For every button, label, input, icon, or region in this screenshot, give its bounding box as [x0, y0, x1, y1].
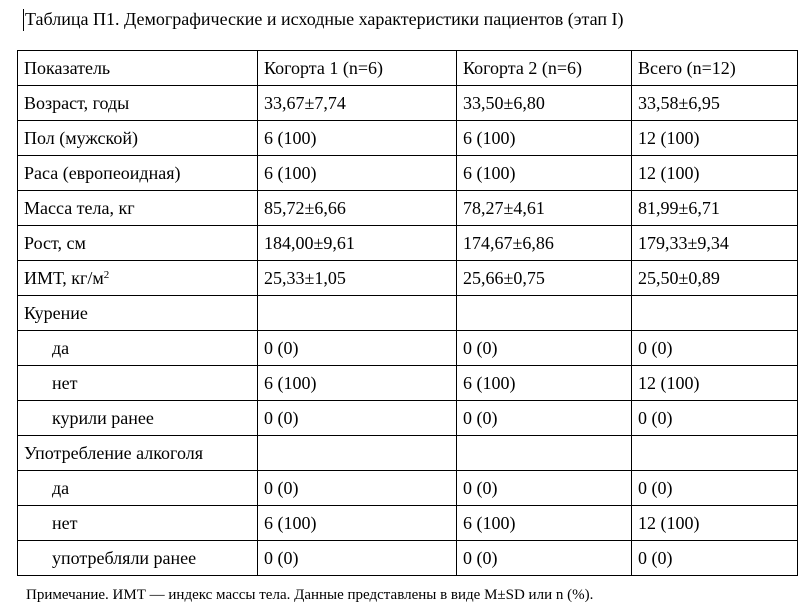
cell-cohort-2: 0 (0) [457, 401, 632, 436]
cell-total: 33,58±6,95 [632, 86, 798, 121]
table-section-row [18, 296, 798, 331]
table-header-row [18, 51, 798, 86]
cell-cohort-2: 0 (0) [457, 471, 632, 506]
cell-total: 12 (100) [632, 366, 798, 401]
cell-cohort-1: 6 (100) [258, 121, 457, 156]
cell-total: 0 (0) [632, 471, 798, 506]
cell-cohort-1: 33,67±7,74 [258, 86, 457, 121]
cell-cohort-1: 0 (0) [258, 541, 457, 576]
cell-cohort-1 [258, 436, 457, 471]
cell-cohort-1: 6 (100) [258, 156, 457, 191]
demographics-table [17, 50, 798, 576]
cell-cohort-1: 0 (0) [258, 471, 457, 506]
cell-cohort-2: 0 (0) [457, 541, 632, 576]
row-label: Возраст, годы [18, 86, 258, 121]
header-cohort-1: Когорта 1 (n=6) [258, 51, 457, 86]
row-label: Рост, см [18, 226, 258, 261]
cell-cohort-2: 78,27±4,61 [457, 191, 632, 226]
cell-total: 12 (100) [632, 121, 798, 156]
table-row [18, 366, 798, 401]
table-row [18, 261, 798, 296]
table-row [18, 471, 798, 506]
cell-cohort-1: 6 (100) [258, 366, 457, 401]
superscript: 2 [103, 269, 110, 281]
cell-total: 25,50±0,89 [632, 261, 798, 296]
table-row [18, 506, 798, 541]
cell-cohort-1: 0 (0) [258, 401, 457, 436]
cell-cohort-2: 6 (100) [457, 156, 632, 191]
row-label: Пол (мужской) [18, 121, 258, 156]
cell-total: 12 (100) [632, 506, 798, 541]
cell-total: 81,99±6,71 [632, 191, 798, 226]
cell-total: 0 (0) [632, 331, 798, 366]
cell-total: 12 (100) [632, 156, 798, 191]
table-row [18, 191, 798, 226]
cell-cohort-1: 25,33±1,05 [258, 261, 457, 296]
header-cohort-2: Когорта 2 (n=6) [457, 51, 632, 86]
cell-total: 179,33±9,34 [632, 226, 798, 261]
row-label: Масса тела, кг [18, 191, 258, 226]
cell-cohort-2: 6 (100) [457, 121, 632, 156]
table-section-row [18, 436, 798, 471]
cell-cohort-1 [258, 296, 457, 331]
row-label: Раса (европеоидная) [18, 156, 258, 191]
cell-cohort-2: 0 (0) [457, 331, 632, 366]
cell-cohort-2 [457, 436, 632, 471]
header-indicator: Показатель [18, 51, 258, 86]
row-label: нет [18, 506, 258, 541]
cell-cohort-1: 85,72±6,66 [258, 191, 457, 226]
cell-total [632, 296, 798, 331]
table-row [18, 156, 798, 191]
row-label: да [18, 471, 258, 506]
section-label: Употребление алкоголя [18, 436, 258, 471]
row-label: да [18, 331, 258, 366]
table-row [18, 401, 798, 436]
cell-total [632, 436, 798, 471]
cell-cohort-1: 184,00±9,61 [258, 226, 457, 261]
cell-cohort-2: 174,67±6,86 [457, 226, 632, 261]
header-total: Всего (n=12) [632, 51, 798, 86]
table-note: Примечание. ИМТ — индекс массы тела. Данные представлены в виде M±SD или n (%). [26, 587, 594, 603]
row-label: употребляли ранее [18, 541, 258, 576]
table-row [18, 331, 798, 366]
cell-cohort-2: 33,50±6,80 [457, 86, 632, 121]
cell-total: 0 (0) [632, 541, 798, 576]
row-label: нет [18, 366, 258, 401]
cell-cohort-2: 6 (100) [457, 366, 632, 401]
text-cursor [23, 9, 24, 31]
row-label: курили ранее [18, 401, 258, 436]
cell-cohort-2: 25,66±0,75 [457, 261, 632, 296]
row-label [18, 261, 258, 296]
table-row [18, 121, 798, 156]
cell-cohort-2: 6 (100) [457, 506, 632, 541]
cell-cohort-1: 6 (100) [258, 506, 457, 541]
cell-total: 0 (0) [632, 401, 798, 436]
row-label-text: ИМТ, кг/м [24, 268, 104, 288]
cell-cohort-1: 0 (0) [258, 331, 457, 366]
section-label: Курение [18, 296, 258, 331]
table-row [18, 86, 798, 121]
table-row [18, 541, 798, 576]
cell-cohort-2 [457, 296, 632, 331]
table-caption: Таблица П1. Демографические и исходные характеристики пациентов (этап I) [25, 9, 624, 29]
table-row [18, 226, 798, 261]
